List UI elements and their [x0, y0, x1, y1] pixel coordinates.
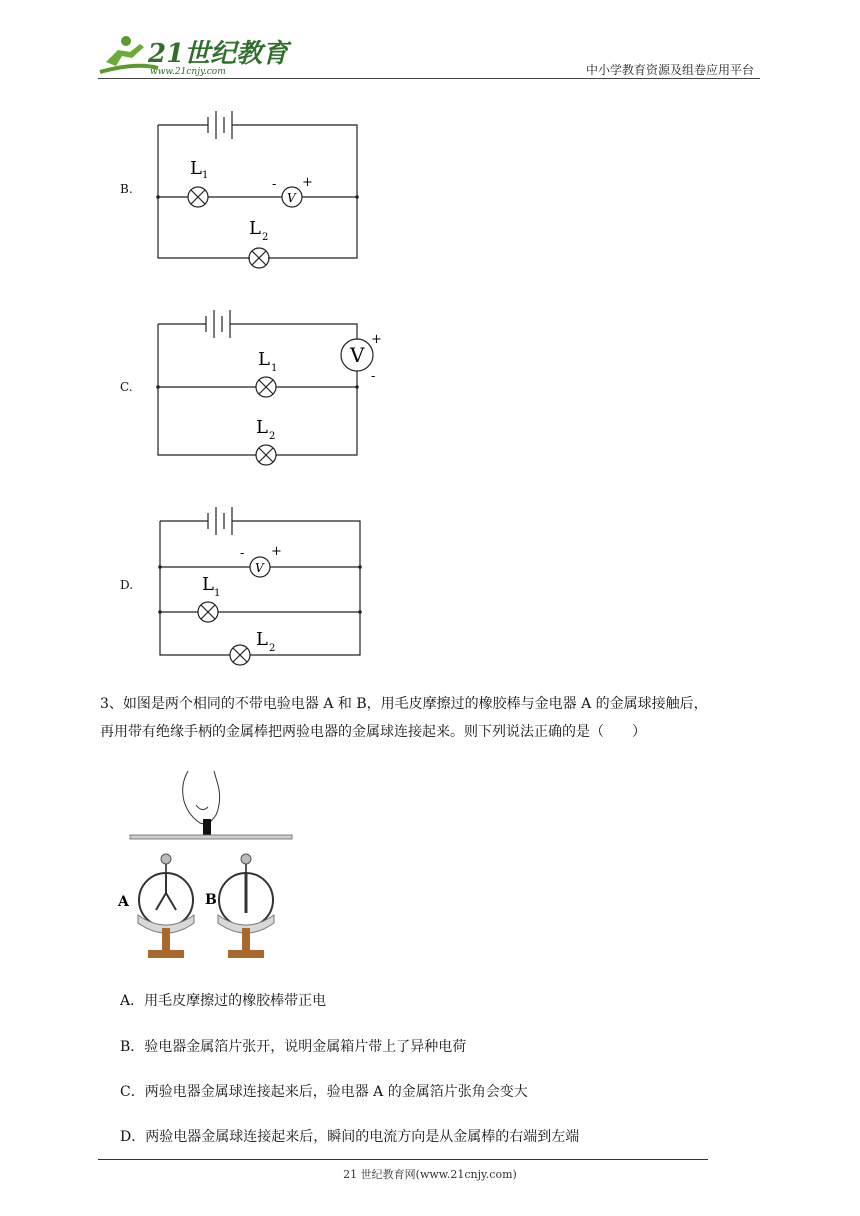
svg-text:1: 1 [202, 170, 209, 181]
option-b-label: B. [120, 182, 133, 196]
svg-text:L: L [202, 574, 214, 595]
svg-text:+: + [302, 175, 313, 190]
svg-text:1: 1 [271, 363, 278, 374]
choice-a: A．用毛皮摩擦过的橡胶棒带正电 [120, 993, 327, 1009]
circuit-option-c [150, 305, 390, 475]
electroscope-b [218, 854, 274, 958]
lamp-l1-icon [256, 377, 276, 397]
electroscope-figure [108, 765, 298, 965]
site-logo [96, 32, 289, 78]
circuit-option-b [150, 108, 370, 273]
svg-text:2: 2 [269, 431, 276, 442]
lamp-l1-icon [188, 187, 208, 207]
svg-text:L: L [249, 218, 261, 239]
choice-b: B．验电器金属箔片张开，说明金属箱片带上了异种电荷 [120, 1039, 467, 1055]
svg-text:L: L [256, 629, 268, 650]
question-3-line-2: 再用带有绝缘手柄的金属棒把两验电器的金属球连接起来。则下列说法正确的是（ ） [100, 724, 646, 740]
circuit-option-d [150, 505, 380, 670]
svg-text:+: + [271, 544, 282, 559]
svg-text:+: + [371, 332, 382, 347]
choice-c: C．两验电器金属球连接起来后，验电器 A 的金属箔片张角会变大 [120, 1084, 528, 1100]
metal-rod [130, 835, 292, 839]
hand-icon [183, 771, 220, 825]
lamp-l2-icon [249, 248, 269, 268]
svg-text:V: V [255, 561, 264, 575]
lamp-l2-icon [256, 445, 276, 465]
insulating-handle [203, 819, 211, 835]
svg-text:V: V [287, 191, 296, 205]
lamp-l1-icon [198, 602, 218, 622]
svg-text:-: - [240, 546, 245, 561]
svg-text:A: A [118, 894, 129, 910]
svg-text:1: 1 [214, 588, 221, 599]
option-d-label: D. [120, 578, 134, 592]
header-platform-text: 中小学教育资源及组卷应用平台 [585, 63, 754, 77]
footer-divider [98, 1159, 708, 1160]
svg-text:B: B [205, 892, 217, 908]
svg-text:L: L [190, 158, 202, 179]
svg-text:-: - [371, 369, 376, 384]
svg-text:L: L [256, 417, 268, 438]
choice-d: D．两验电器金属球连接起来后，瞬间的电流方向是从金属棒的右端到左端 [120, 1129, 580, 1145]
footer-text: 21 世纪教育网(www.21cnjy.com) [343, 1168, 517, 1181]
header-divider [98, 78, 760, 79]
svg-text:L: L [258, 349, 270, 370]
svg-text:2: 2 [269, 643, 276, 654]
logo-text: 21世纪教育 [148, 39, 289, 69]
electroscope-a [138, 854, 194, 958]
svg-text:-: - [272, 177, 277, 192]
lamp-l2-icon [230, 645, 250, 665]
logo-url: www.21cnjy.com [150, 67, 226, 77]
option-c-label: C. [120, 380, 133, 394]
svg-text:V: V [350, 343, 365, 367]
svg-text:2: 2 [262, 232, 269, 243]
question-3-line-1: 3、如图是两个相同的不带电验电器 A 和 B，用毛皮摩擦过的橡胶棒与金电器 A 的金属球接触后， [100, 696, 708, 712]
